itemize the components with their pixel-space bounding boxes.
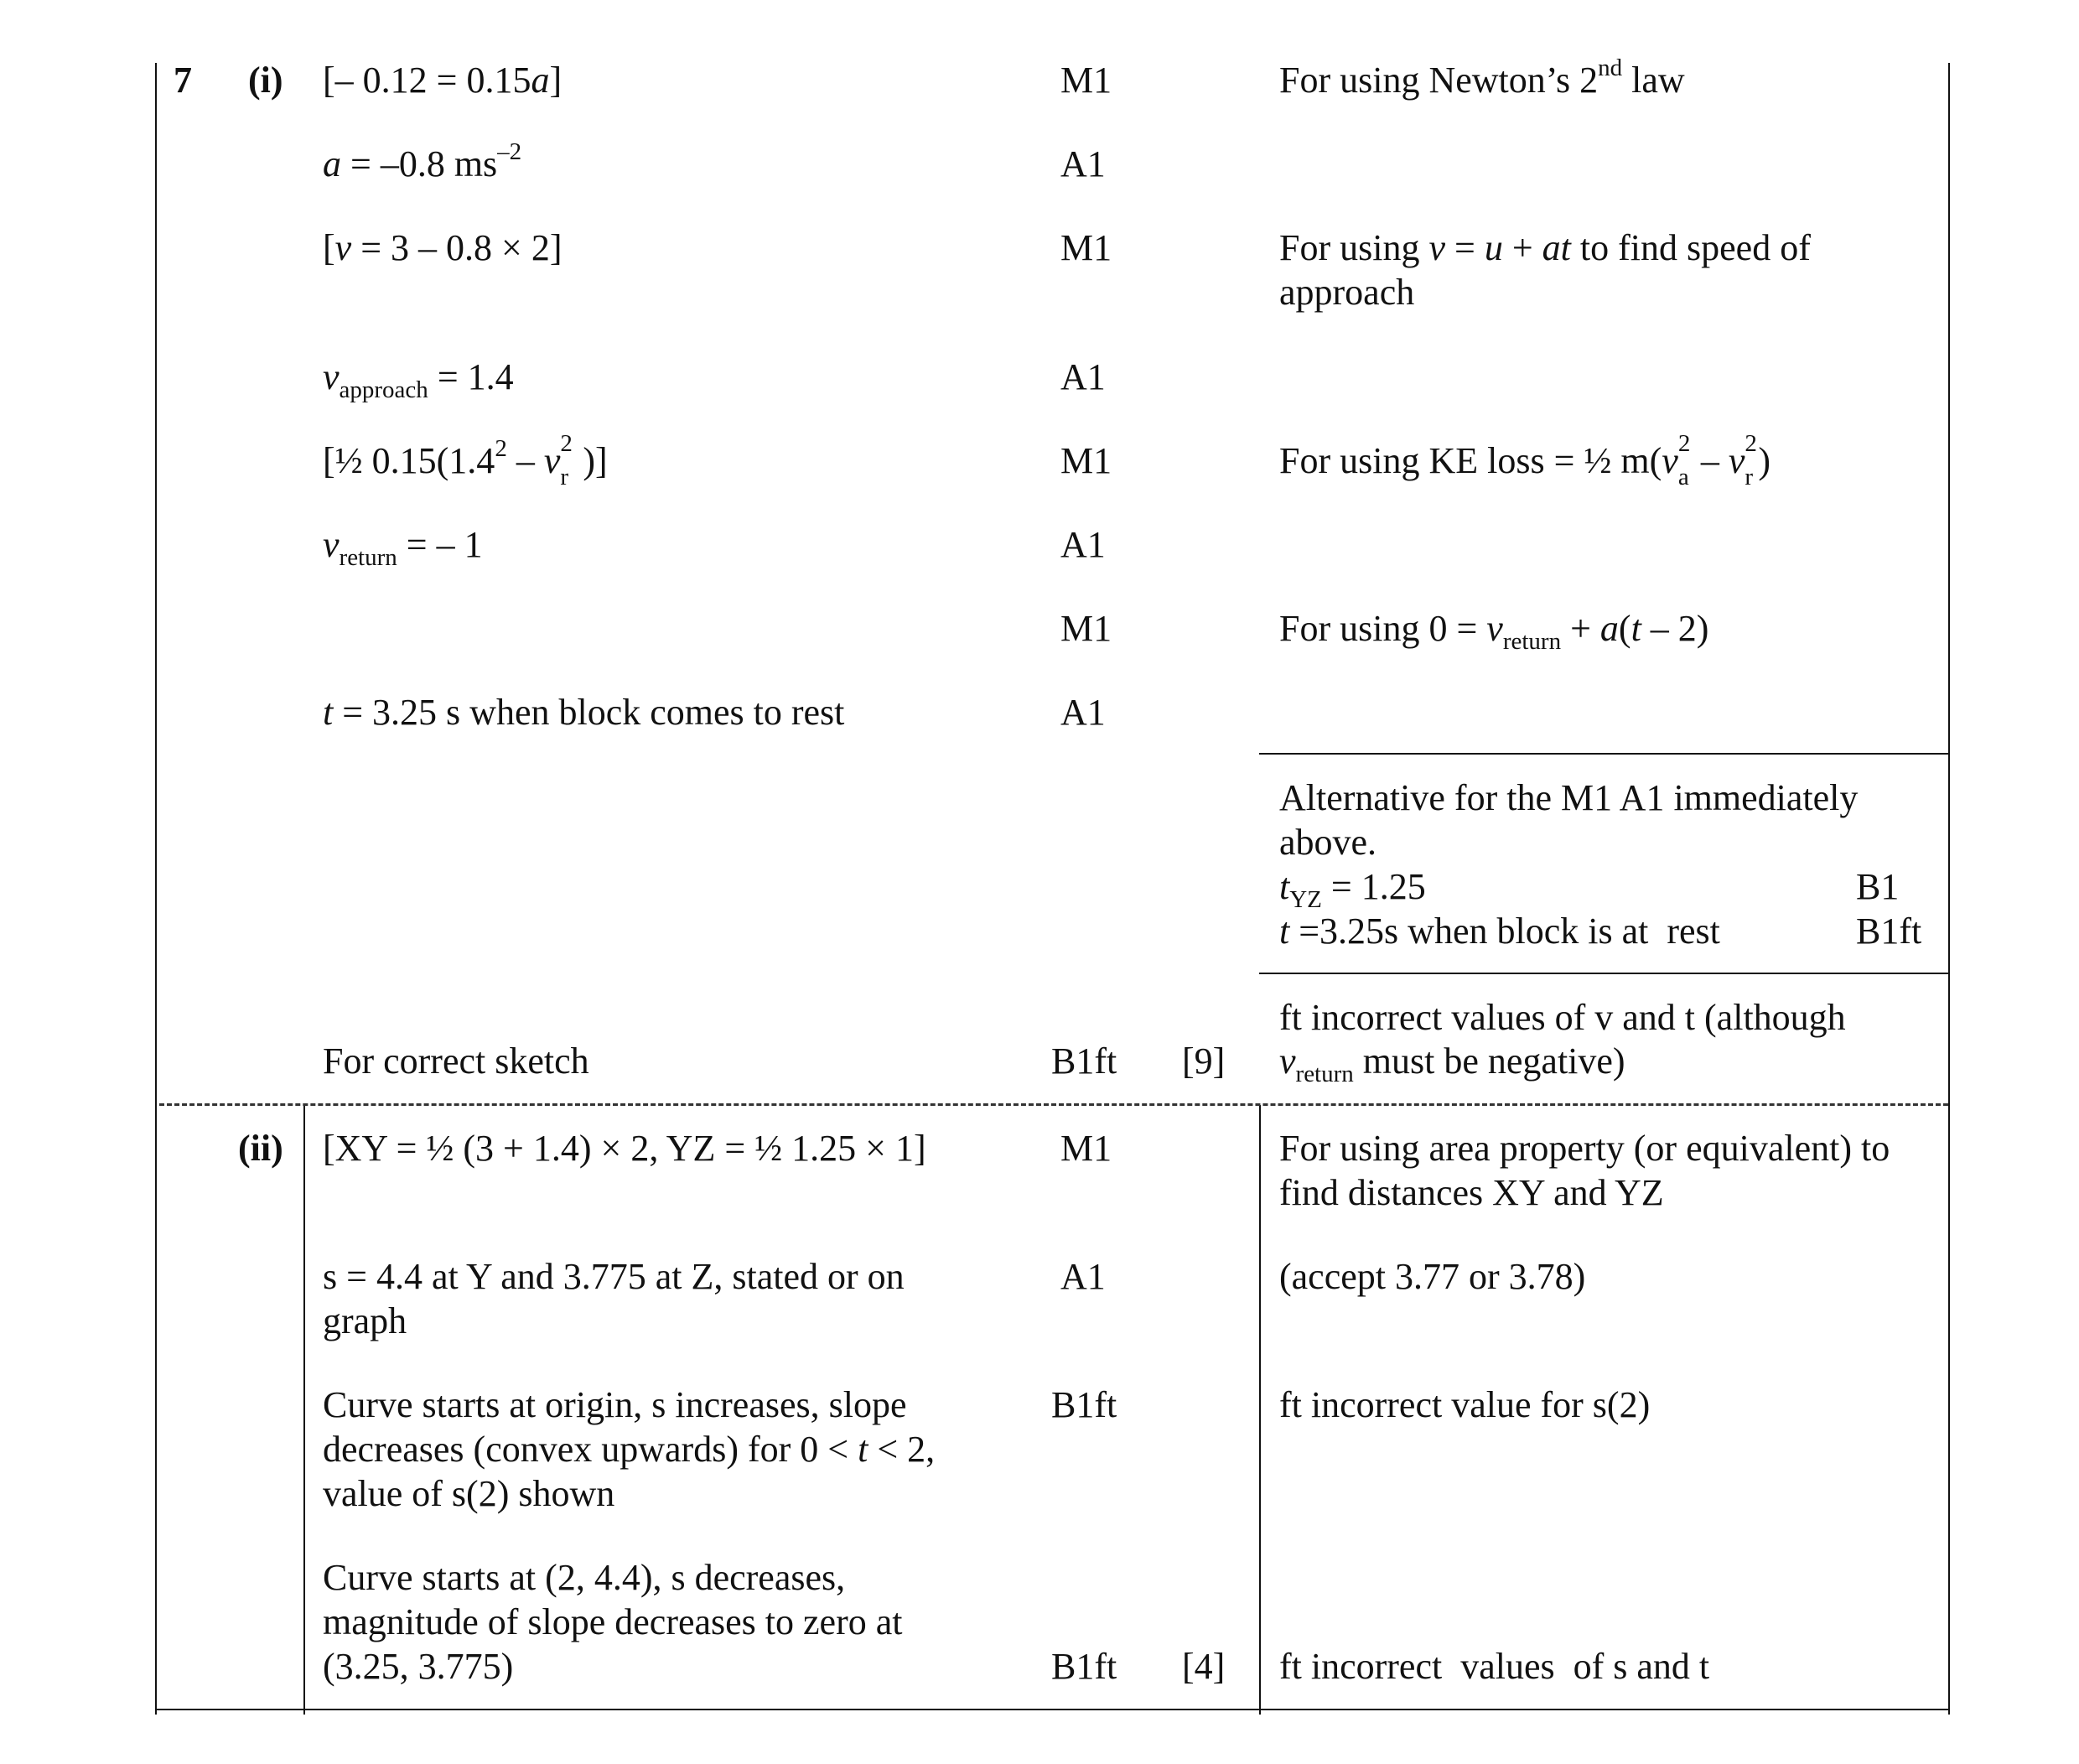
- mark-code: M1: [1060, 1128, 1112, 1169]
- mark-code: B1ft: [1051, 1646, 1117, 1687]
- guidance-note: For using Newton’s 2nd law: [1279, 54, 1685, 101]
- guidance-note: ft incorrect values of s and t: [1279, 1646, 1710, 1687]
- column-divider-label: [303, 1105, 305, 1715]
- working-line: t = 3.25 s when block comes to rest: [323, 692, 845, 733]
- mark-code: B1ft: [1051, 1384, 1117, 1425]
- mark-code: A1: [1060, 524, 1106, 565]
- working-line: For correct sketch: [323, 1040, 589, 1082]
- guidance-note: ft incorrect values of v and t (although: [1279, 997, 1846, 1038]
- guidance-note: For using KE loss = ½ m(v 2 a – v 2 r ): [1279, 430, 1771, 490]
- working-line-continued: magnitude of slope decreases to zero at: [323, 1601, 903, 1642]
- working-line: [v = 3 – 0.8 × 2]: [323, 227, 563, 268]
- mark-code: A1: [1060, 143, 1106, 184]
- working-line: $v_{approach} = 1.4$: [323, 356, 514, 403]
- working-line: [– 0.12 = 0.15a]: [323, 60, 563, 101]
- table-bottom-border-right: [1112, 1709, 1950, 1710]
- guidance-note: For using v = u + at to find speed of: [1279, 227, 1811, 268]
- mark-code: M1: [1060, 440, 1112, 481]
- working-line: a = –0.8 $ms^{-2}$: [323, 138, 522, 184]
- question-number: 7: [174, 60, 192, 101]
- table-right-border: [1948, 63, 1950, 1715]
- guidance-note: For using $0 = v_{return} + a(t - 2)$: [1279, 608, 1709, 655]
- mark-code: A1: [1060, 692, 1106, 733]
- guidance-note-continued: $v_{return}$ must be negative): [1279, 1040, 1625, 1087]
- working-line-continued: graph: [323, 1300, 407, 1341]
- working-line: $v_{return}$ = – 1: [323, 524, 483, 571]
- working-line-continued: value of s(2) shown: [323, 1473, 615, 1514]
- working-line-continued: decreases (convex upwards) for 0 < t < 2,: [323, 1429, 936, 1470]
- table-bottom-border: [155, 1709, 1112, 1710]
- working-line: s = 4.4 at Y and 3.775 at Z, stated or on: [323, 1256, 905, 1297]
- part-total: [9]: [1182, 1040, 1226, 1082]
- working-line-continued: (3.25, 3.775): [323, 1646, 514, 1687]
- alternative-mark: B1: [1856, 866, 1900, 907]
- guidance-note-continued: find distances XY and YZ: [1279, 1172, 1664, 1213]
- alternative-bottom-rule: [1259, 973, 1948, 974]
- part-total: [4]: [1182, 1646, 1226, 1687]
- guidance-note: For using area property (or equivalent) to: [1279, 1128, 1890, 1169]
- alternative-mark: B1ft: [1856, 911, 1922, 952]
- mark-code: M1: [1060, 227, 1112, 268]
- part-ii-label: (ii): [238, 1128, 283, 1169]
- working-line: Curve starts at origin, s increases, slope: [323, 1384, 907, 1425]
- column-divider-notes: [1259, 1105, 1261, 1715]
- alternative-top-rule: [1259, 753, 1948, 755]
- guidance-note: ft incorrect value for s(2): [1279, 1384, 1651, 1425]
- working-line: Curve starts at (2, 4.4), s decreases,: [323, 1557, 846, 1598]
- part-i-label: (i): [248, 60, 283, 101]
- part-separator-dashed: [159, 1103, 1948, 1106]
- alternative-line: t =3.25s when block is at rest: [1279, 911, 1720, 952]
- alternative-line: $t_{YZ} = 1.25$: [1279, 866, 1426, 913]
- working-line: [XY = ½ (3 + 1.4) × 2, YZ = ½ 1.25 × 1]: [323, 1128, 926, 1169]
- mark-code: M1: [1060, 60, 1112, 101]
- mark-code: A1: [1060, 1256, 1106, 1297]
- alternative-heading-continued: above.: [1279, 822, 1377, 863]
- alternative-heading: Alternative for the M1 A1 immediately: [1279, 777, 1859, 818]
- mark-code: M1: [1060, 608, 1112, 649]
- guidance-note-continued: approach: [1279, 272, 1415, 313]
- table-left-border: [155, 63, 157, 1715]
- working-line: [½ $0.15(1.4^2$ – v 2 r )]: [323, 430, 608, 490]
- mark-code: B1ft: [1051, 1040, 1117, 1082]
- mark-code: A1: [1060, 356, 1106, 397]
- guidance-note: (accept 3.77 or 3.78): [1279, 1256, 1586, 1297]
